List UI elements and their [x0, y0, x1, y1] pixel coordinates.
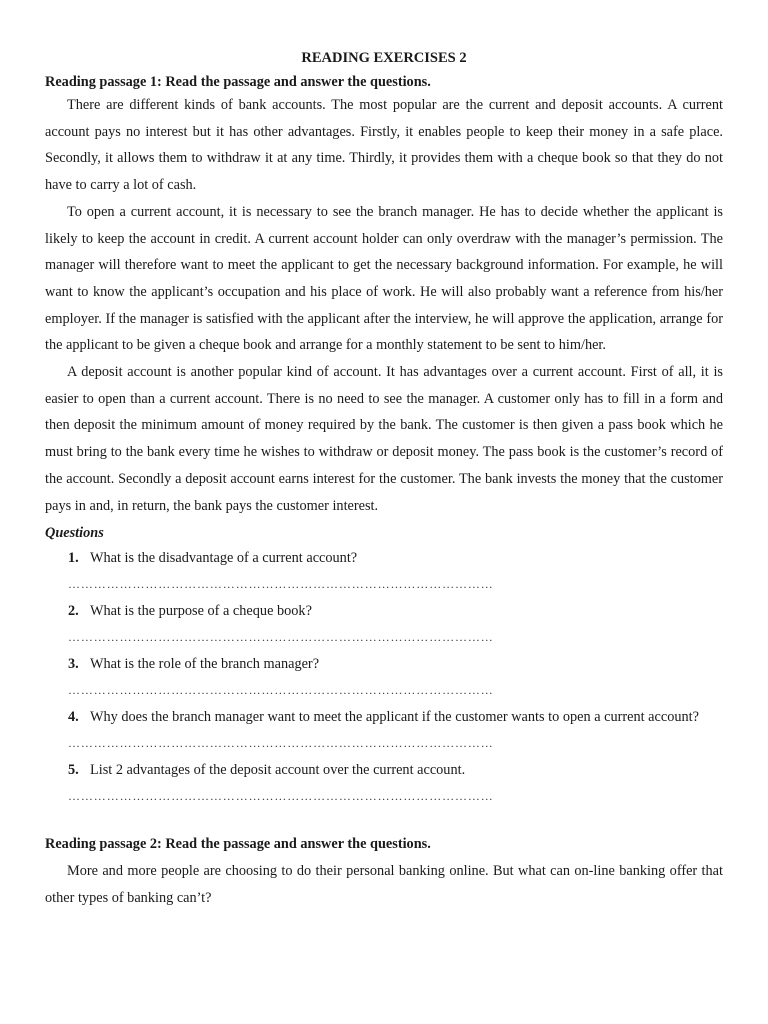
question-item-4 [45, 704, 723, 757]
answer-line[interactable]: ……………………………………………………………………………………… [68, 789, 494, 804]
question-item-2 [45, 598, 723, 651]
passage-2-paragraph-1: More and more people are choosing to do their personal banking online. But what can on-line banking offer that other types of banking can’t? [45, 863, 723, 906]
question-number: 2. [68, 603, 79, 620]
answer-line[interactable]: ……………………………………………………………………………………… [68, 736, 494, 751]
question-number: 4. [68, 709, 79, 726]
question-text: What is the purpose of a cheque book? [90, 603, 312, 620]
passage-2-heading: Reading passage 2: Read the passage and answer the questions. [45, 836, 431, 853]
question-number: 1. [68, 550, 79, 567]
question-number: 5. [68, 762, 79, 779]
questions-heading: Questions [45, 525, 104, 542]
passage-1-paragraph-2: To open a current account, it is necessary to see the branch manager. He has to decide whether the applicant is likely to keep the account in credit. A current account holder can only overdraw with the manager’s permission. The manager will therefore want to meet the applicant to get the necessary background information. For example, he will want to know the applicant’s occupation and his place of work. He will also probably want a reference from his/her employer. If the manager is satisfied with the applicant after the interview, he will approve the application, arrange for the applicant to be given a cheque book and arrange for a monthly statement to be sent to him/her. [45, 203, 723, 354]
question-text: List 2 advantages of the deposit account over the current account. [90, 762, 466, 779]
question-item-5 [45, 757, 723, 810]
answer-line[interactable]: ……………………………………………………………………………………… [68, 630, 494, 645]
question-text: Why does the branch manager want to meet the applicant if the customer wants to open a current account? [90, 709, 699, 726]
question-item-1 [45, 545, 723, 598]
document-title: READING EXERCISES 2 [301, 50, 467, 66]
document-page [45, 48, 723, 912]
question-number: 3. [68, 656, 79, 673]
passage-1-paragraph-1: There are different kinds of bank accounts. The most popular are the current and deposit accounts. A current account pays no interest but it has other advantages. Firstly, it enables people to keep their money in a safe place. Secondly, it allows them to withdraw it at any time. Thirdly, it provides them with a cheque book so that they do not have to carry a lot of cash. [45, 97, 723, 194]
answer-line[interactable]: ……………………………………………………………………………………… [68, 577, 494, 592]
passage-1-heading: Reading passage 1: Read the passage and answer the questions. [45, 74, 431, 90]
question-item-3 [45, 651, 723, 704]
question-text: What is the role of the branch manager? [90, 656, 320, 673]
passage-1-paragraph-3: A deposit account is another popular kind of account. It has advantages over a current account. First of all, it is easier to open than a current account. There is no need to see the manager. A customer only has to fill in a form and then deposit the minimum amount of money required by the bank. The customer is then given a pass book which he must bring to the bank every time he wishes to withdraw or deposit money. The pass book is the customer’s record of the account. Secondly a deposit account earns interest for the customer. The bank invests the money that the customer pays in and, in return, the bank pays the customer interest. [45, 364, 723, 514]
question-text: What is the disadvantage of a current account? [90, 550, 358, 567]
answer-line[interactable]: ……………………………………………………………………………………… [68, 683, 494, 698]
question-list [45, 545, 723, 810]
